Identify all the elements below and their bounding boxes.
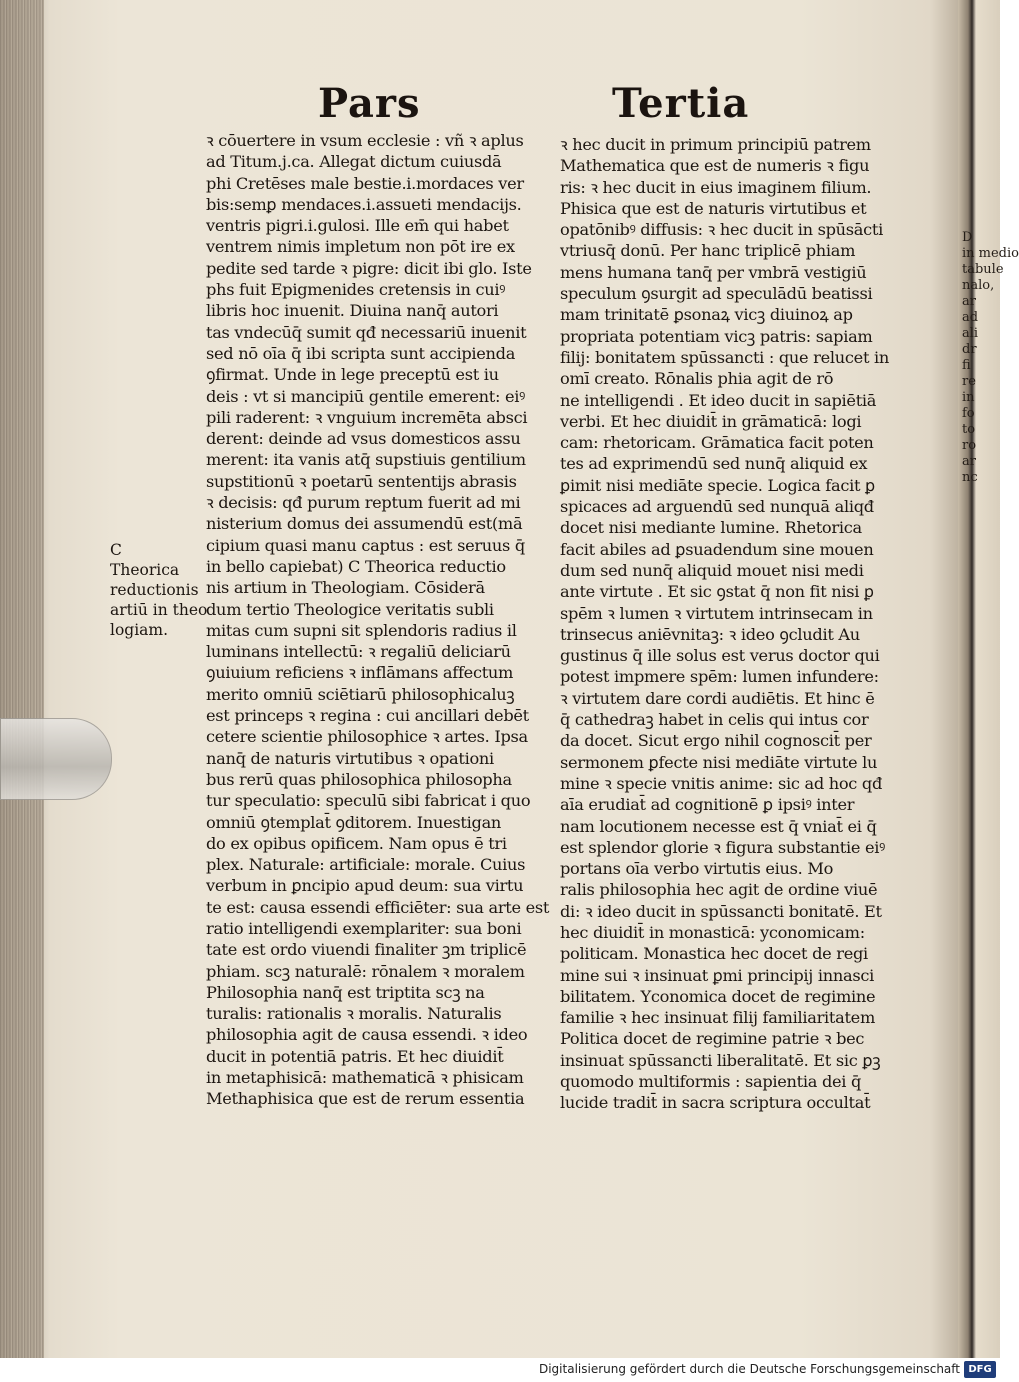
facing-page-line: nc [962, 470, 978, 485]
text-line: merent: ita vanis atq̄ supstiuis gentilium [206, 450, 526, 470]
text-line: philosophia agit de causa essendi. ꝛ ideo [206, 1025, 528, 1045]
text-line: nanq̄ de naturis virtutibus ꝛ opationi [206, 748, 494, 768]
text-line: nisterium domus dei assumendū est(mā [206, 514, 523, 534]
text-line: Phisica que est de naturis virtutibus et [560, 198, 867, 218]
text-line: propriata potentiam vicꝫ patris: sapiam [560, 326, 873, 346]
facing-page-line: D [962, 230, 973, 245]
text-line: pili raderent: ꝛ vnguium incremēta absci [206, 407, 528, 427]
text-line: tas vndecūq̄ sumit qđ necessariū inuenit [206, 322, 527, 342]
text-line: dum sed nunq̄ aliquid mouet nisi medi [560, 560, 864, 580]
text-line: ante virtute . Et sic ꝯstat q̄ non fit nisi ꝑ [560, 582, 874, 602]
text-column-right [560, 134, 889, 1114]
text-line: merito omniū sciētiarū philosophicaluꝫ [206, 684, 515, 704]
book-page-edges-left [0, 0, 44, 1358]
text-line: cam: rhetoricam. Grāmatica facit poten [560, 433, 874, 453]
text-line: dum tertio Theologice veritatis subli [206, 599, 494, 619]
text-line: derent: deinde ad vsus domesticos assu [206, 429, 521, 449]
text-line: ꝑimit nisi mediāte specie. Logica facit ꝑ [560, 475, 875, 495]
facing-page-line: tabule [962, 262, 1004, 277]
text-line: facit abiles ad ꝑsuadendum sine mouen [560, 539, 874, 559]
text-line: nis artium in Theologiam. Cōsiderā [206, 578, 485, 598]
text-line: lucide tradit̄ in sacra scriptura occultat̄ [560, 1093, 871, 1113]
text-line: omī creato. Rōnalis phia agit de rō [560, 369, 834, 389]
text-line: bus rerū quas philosophica philosopha [206, 769, 512, 789]
text-line: ꝛ cōuertere in vsum ecclesie : vñ ꝛ aplus [206, 131, 524, 150]
text-line: Politica docet de regimine patrie ꝛ bec [560, 1029, 865, 1049]
facing-page-line: ro [962, 438, 977, 453]
marginal-note-line: artiū in theo [110, 601, 208, 619]
text-line: tes ad exprimendū sed nunq̄ aliquid ex [560, 454, 868, 474]
text-line: mens humana tanq̄ per vmbrā vestigiū [560, 262, 867, 282]
facing-page-line: ali [962, 326, 979, 341]
text-line: speculum ꝯsurgit ad speculādū beatissi [560, 284, 873, 304]
text-line: opatōnibꝰ diffusis: ꝛ hec ducit in spūsācti [560, 220, 884, 240]
text-line: di: ꝛ ideo ducit in spūssancti bonitatē. Et [560, 901, 882, 921]
text-line: verbi. Et hec diuidit̄ in grāmaticā: logi [560, 411, 862, 431]
text-line: ad Titum.j.ca. Allegat dictum cuiusdā [206, 152, 502, 172]
marginal-note-line: reductionis [110, 581, 199, 599]
text-line: mine ꝛ specie vnitis anime: sic ad hoc qđ [560, 773, 883, 793]
text-line: te est: causa essendi efficiēter: sua arte est [206, 897, 550, 917]
facing-page-line: nalo, [962, 278, 995, 293]
running-head-left: Pars [318, 80, 421, 127]
text-line: ne intelligendi . Et ideo ducit in sapiētiā [560, 390, 877, 410]
text-line: Mathematica que est de numeris ꝛ figu [560, 156, 870, 176]
text-column-left [206, 130, 550, 1110]
text-line: turalis: rationalis ꝛ moralis. Naturalis [206, 1004, 502, 1024]
dfg-logo: DFG [964, 1361, 996, 1378]
text-line: mine sui ꝛ insinuat ꝑmi principij innasci [560, 965, 874, 985]
text-line: spēm ꝛ lumen ꝛ virtutem intrinsecam in [560, 603, 873, 623]
text-line: cipium quasi manu captus : est seruus q̄ [206, 535, 525, 555]
text-line: vtriusq̄ donū. Per hanc triplicē phiam [560, 241, 856, 261]
facing-page-line: dr [962, 342, 977, 357]
facing-page-line: ad [962, 310, 979, 325]
running-head-right: Tertia [612, 80, 750, 127]
text-line: ris: ꝛ hec ducit in eius imaginem filium. [560, 177, 872, 197]
text-line: phiam. scꝫ naturalē: rōnalem ꝛ moralem [206, 961, 525, 981]
text-line: quomodo multiformis : sapientia dei q̄ [560, 1072, 862, 1092]
text-line: tur speculatio: speculū sibi fabricat i quo [206, 791, 531, 811]
text-line: est princeps ꝛ regina : cui ancillari debēt [206, 706, 529, 726]
text-line: in metaphisicā: mathematicā ꝛ phisicam [206, 1068, 524, 1088]
text-line: docet nisi mediante lumine. Rhetorica [560, 518, 862, 538]
text-line: politicam. Monastica hec docet de regi [560, 944, 868, 964]
book-gutter-right [958, 0, 1019, 1358]
facing-page-line: fo [962, 406, 975, 421]
text-line: nam locutionem necesse est q̄ vniat̄ ei q̄ [560, 816, 877, 836]
text-line: ꝯfirmat. Unde in lege preceptū est iu [206, 365, 499, 385]
text-line: phs fuit Epigmenides cretensis in cuiꝰ [206, 280, 506, 300]
text-line: phi Cretēses male bestie.i.mordaces ver [206, 173, 524, 193]
text-line: verbum in ꝑncipio apud deum: sua virtu [206, 876, 524, 896]
text-line: deis : vt si mancipiū gentile emerent: eiꝰ [206, 386, 526, 406]
text-line: ventris pigri.i.gulosi. Ille em̄ qui habet [206, 216, 509, 236]
text-line: portans oīa verbo virtutis eius. Mo [560, 859, 834, 879]
text-line: potest impmere spēm: lumen infundere: [560, 667, 879, 687]
text-line: Philosophia nanq̄ est triptita scꝫ na [206, 982, 485, 1002]
text-line: est splendor glorie ꝛ figura substantie eiꝰ [560, 837, 886, 857]
facing-page-line: re [962, 374, 976, 389]
text-line: ꝯuiuium reficiens ꝛ inflāmans affectum [206, 663, 514, 683]
text-line: hec diuidit̄ in monasticā: yconomicam: [560, 922, 865, 942]
text-line: spicaces ad arguendū sed nunquā aliqđ [560, 497, 874, 517]
facing-page-line: in [962, 390, 975, 405]
facing-page-line: to [962, 422, 976, 437]
text-line: ꝛ virtutem dare cordi audiētis. Et hinc ē [560, 688, 875, 708]
text-line: cetere scientie philosophice ꝛ artes. Ipsa [206, 727, 528, 747]
text-line: supstitionū ꝛ poetarū sententijs abrasis [206, 471, 517, 491]
text-line: libris hoc inuenit. Diuina nanq̄ autori [206, 301, 499, 321]
facing-page-line: in medio [962, 246, 1019, 261]
text-line: mam trinitatē ꝑsonaꝝ vicꝫ diuinoꝝ ap [560, 305, 853, 325]
text-line: bis:semꝑ mendaces.i.assueti mendacijs. [206, 194, 522, 214]
text-line: ducit in potentiā patris. Et hec diuidit̄ [206, 1046, 504, 1066]
text-line: insinuat spūssancti liberalitatē. Et sic ꝑꝫ [560, 1050, 881, 1070]
facing-page-line: ar [962, 454, 976, 469]
facing-page-line: fi [962, 358, 971, 373]
text-line: da docet. Sicut ergo nihil cognoscit̄ per [560, 731, 872, 751]
text-line: gustinus q̄ ille solus est verus doctor qui [560, 646, 880, 666]
marginal-note-line: Theorica [110, 561, 180, 579]
text-line: pedite sed tarde ꝛ pigre: dicit ibi glo. Iste [206, 258, 532, 278]
text-line: Methaphisica que est de rerum essentia [206, 1089, 525, 1109]
facing-page-fragment [962, 230, 1019, 486]
text-line: plex. Naturale: artificiale: morale. Cuius [206, 855, 526, 875]
text-line: mitas cum supni sit splendoris radius il [206, 620, 517, 640]
funding-credit: Digitalisierung gefördert durch die Deutsche Forschungsgemeinschaft [538, 1362, 960, 1376]
text-line: tate est ordo viuendi finaliter ꝫm triplicē [206, 940, 527, 960]
text-line: do ex opibus opificem. Nam opus ē tri [206, 833, 507, 853]
text-line: ꝛ hec ducit in primum principiū patrem [560, 135, 871, 154]
facing-page-line: ar [962, 294, 976, 309]
text-line: ventrem nimis impletum non pōt ire ex [206, 237, 515, 257]
text-line: ratio intelligendi exemplariter: sua boni [206, 918, 522, 938]
marginal-note-line: logiam. [110, 621, 169, 639]
text-line: in bello capiebat) C Theorica reductio [206, 556, 506, 576]
text-line: q̄ cathedraꝫ habet in celis qui intus cor [560, 710, 869, 730]
marginal-note-line: C [110, 541, 122, 559]
text-line: ralis philosophia hec agit de ordine viuē [560, 880, 878, 900]
text-line: aīa erudiat̄ ad cognitionē ꝑ ipsiꝰ inter [560, 795, 855, 815]
text-line: sermonem ꝑfecte nisi mediāte virtute lu [560, 752, 878, 772]
text-line: luminans intellectū: ꝛ regaliū deliciarū [206, 642, 511, 662]
text-line: bilitatem. Yconomica docet de regimine [560, 986, 876, 1006]
text-line: ꝛ decisis: qđ purum reptum fuerit ad mi [206, 493, 521, 513]
text-line: sed nō oīa q̄ ibi scripta sunt accipienda [206, 343, 516, 363]
text-line: familie ꝛ hec insinuat filij familiaritatem [560, 1008, 875, 1028]
marginal-note [110, 540, 210, 640]
text-line: trinsecus aniēvnitaꝫ: ꝛ ideo ꝯcludit Au [560, 624, 860, 644]
footer-bar [0, 1358, 1000, 1382]
page-clip [0, 718, 112, 800]
text-line: filij: bonitatem spūssancti : que relucet in [560, 347, 889, 367]
text-line: omniū ꝯtemplat̄ ꝯditorem. Inuestigan [206, 812, 502, 832]
